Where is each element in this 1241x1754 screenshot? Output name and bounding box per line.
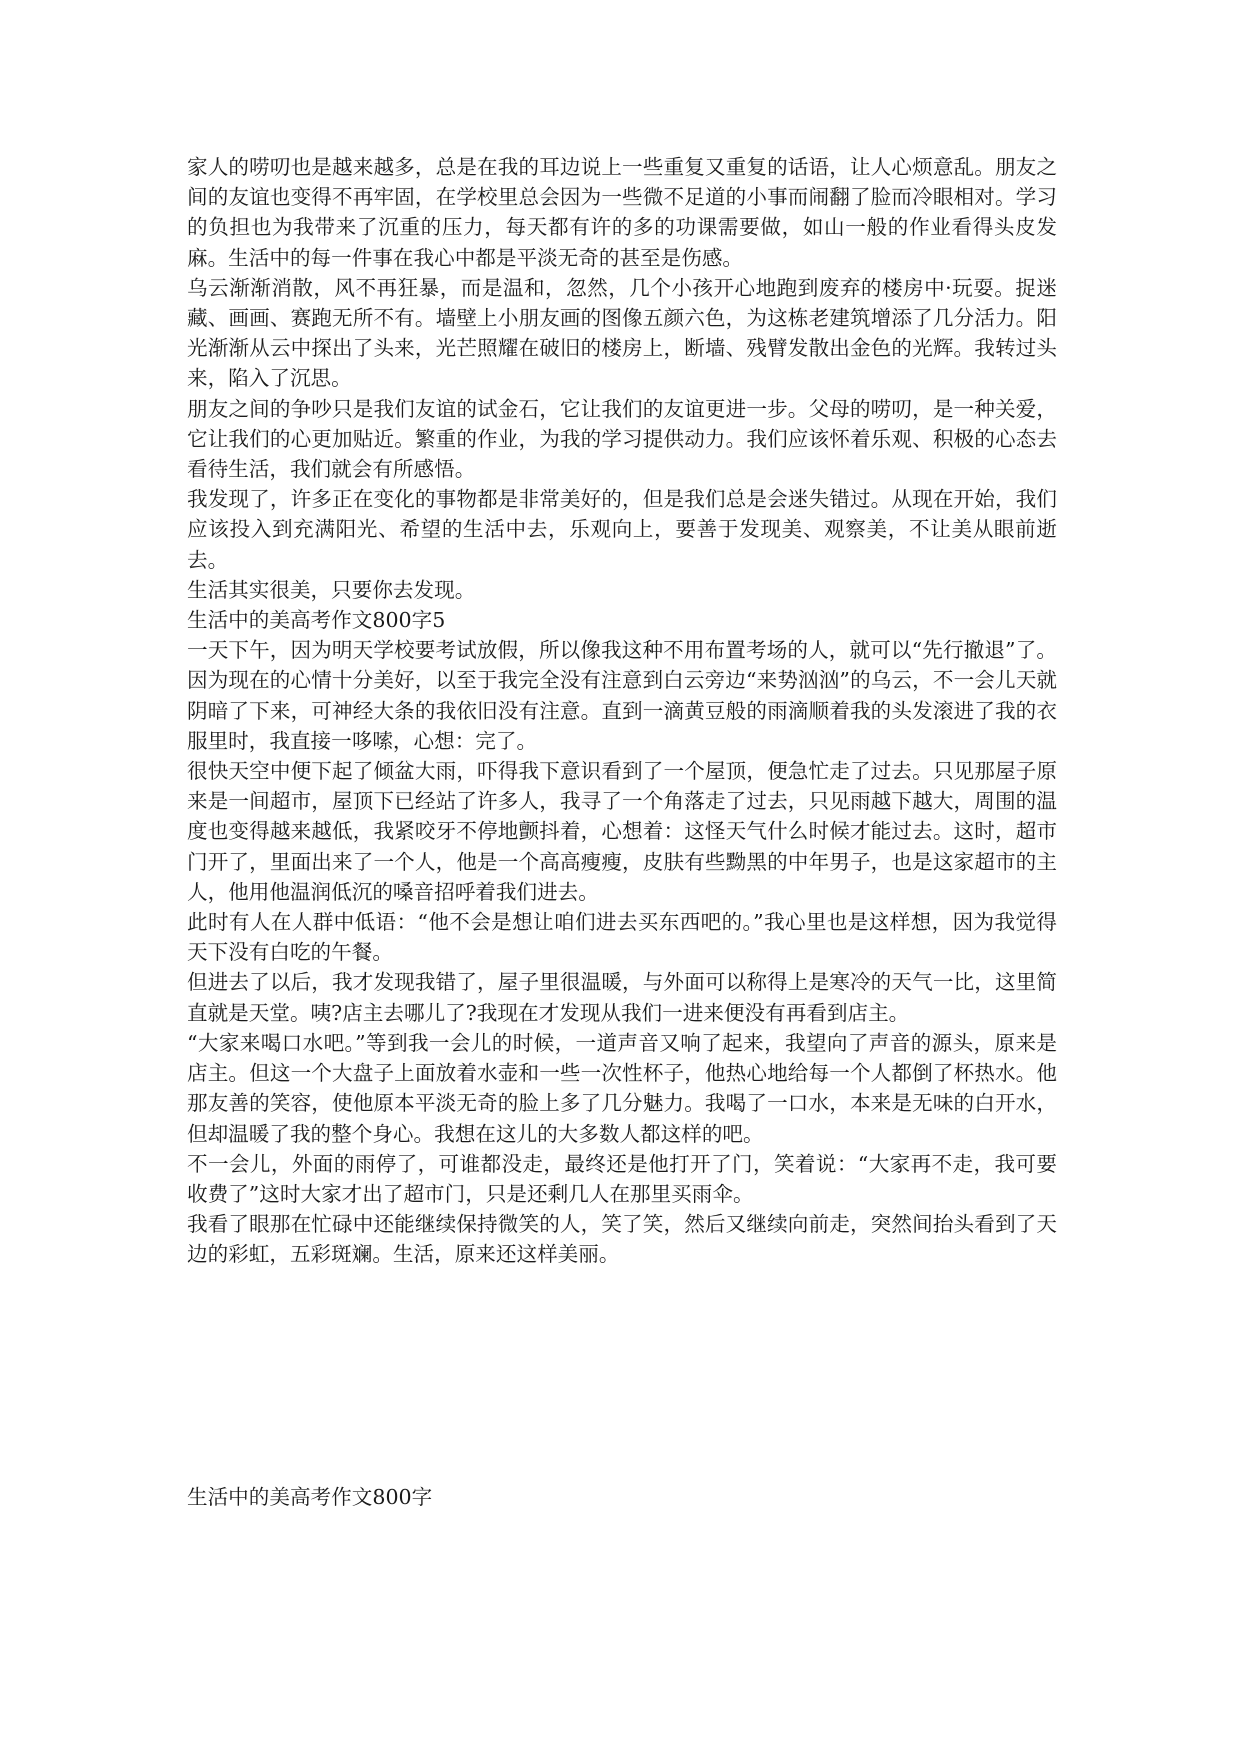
page-footer-title: 生活中的美高考作文800字 (187, 1485, 433, 1509)
paragraph: 很快天空中便下起了倾盆大雨，吓得我下意识看到了一个屋顶，便急忙走了过去。只见那屋子原来是一间超市，屋顶下已经站了许多人，我寻了一个角落走了过去，只见雨越下越大，周围的温度也变得越来越低，我紧咬牙不停地颤抖着，心想着：这怪天气什么时候才能过去。这时，超市门开了，里面出来了一个人，他是一个高高瘦瘦，皮肤有些黝黑的中年男子，也是这家超市的主人，他用他温润低沉的嗓音招呼着我们进去。 (187, 759, 1057, 904)
paragraph: 我看了眼那在忙碌中还能继续保持微笑的人，笑了笑，然后又继续向前走，突然间抬头看到了天边的彩虹，五彩斑斓。生活，原来还这样美丽。 (187, 1212, 1057, 1267)
paragraph: 此时有人在人群中低语：“他不会是想让咱们进去买东西吧的。”我心里也是这样想，因为我觉得天下没有白吃的午餐。 (187, 910, 1057, 965)
paragraph: 乌云渐渐消散，风不再狂暴，而是温和，忽然，几个小孩开心地跑到废弃的楼房中·玩耍。捉迷藏、画画、赛跑无所不有。墙壁上小朋友画的图像五颜六色，为这栋老建筑增添了几分活力。阳光渐渐从云中探出了头来，光芒照耀在破旧的楼房上，断墙、残臂发散出金色的光辉。我转过头来，陷入了沉思。 (187, 275, 1057, 391)
paragraph: 一天下午，因为明天学校要考试放假，所以像我这种不用布置考场的人，就可以“先行撤退”了。因为现在的心情十分美好，以至于我完全没有注意到白云旁边“来势汹汹”的乌云，不一会儿天就阴暗了下来，可神经大条的我依旧没有注意。直到一滴黄豆般的雨滴顺着我的头发滚进了我的衣服里时，我直接一哆嗦，心想：完了。 (187, 638, 1057, 753)
paragraph: “大家来喝口水吧。”等到我一会儿的时候，一道声音又响了起来，我望向了声音的源头，原来是店主。但这一个大盘子上面放着水壶和一些一次性杯子，他热心地给每一个人都倒了杯热水。他那友善的笑容，使他原本平淡无奇的脸上多了几分魅力。我喝了一口水，本来是无味的白开水，但却温暖了我的整个身心。我想在这儿的大多数人都这样的吧。 (187, 1030, 1057, 1146)
paragraph: 生活其实很美，只要你去发现。 (187, 577, 476, 602)
paragraph: 家人的唠叨也是越来越多，总是在我的耳边说上一些重复又重复的话语，让人心烦意乱。朋友之间的友谊也变得不再牢固，在学校里总会因为一些微不足道的小事而闹翻了脸而冷眼相对。学习的负担也为我带来了沉重的压力，每天都有许的多的功课需要做，如山一般的作业看得头皮发麻。生活中的每一件事在我心中都是平淡无奇的甚至是伤感。 (187, 155, 1057, 270)
paragraph: 但进去了以后，我才发现我错了，屋子里很温暖，与外面可以称得上是寒冷的天气一比，这里简直就是天堂。咦?店主去哪儿了?我现在才发现从我们一进来便没有再看到店主。 (187, 970, 1057, 1025)
paragraph: 我发现了，许多正在变化的事物都是非常美好的，但是我们总是会迷失错过。从现在开始，我们应该投入到充满阳光、希望的生活中去，乐观向上，要善于发现美、观察美，不让美从眼前逝去。 (187, 487, 1057, 572)
section-title: 生活中的美高考作文800字5 (187, 608, 446, 633)
document-body (187, 152, 1057, 1270)
paragraph: 朋友之间的争吵只是我们友谊的试金石，它让我们的友谊更进一步。父母的唠叨，是一种关爱，它让我们的心更加贴近。繁重的作业，为我的学习提供动力。我们应该怀着乐观、积极的心态去看待生活，我们就会有所感悟。 (187, 396, 1057, 482)
paragraph: 不一会儿，外面的雨停了，可谁都没走，最终还是他打开了门，笑着说：“大家再不走，我可要收费了”这时大家才出了超市门，只是还剩几人在那里买雨伞。 (187, 1151, 1057, 1206)
